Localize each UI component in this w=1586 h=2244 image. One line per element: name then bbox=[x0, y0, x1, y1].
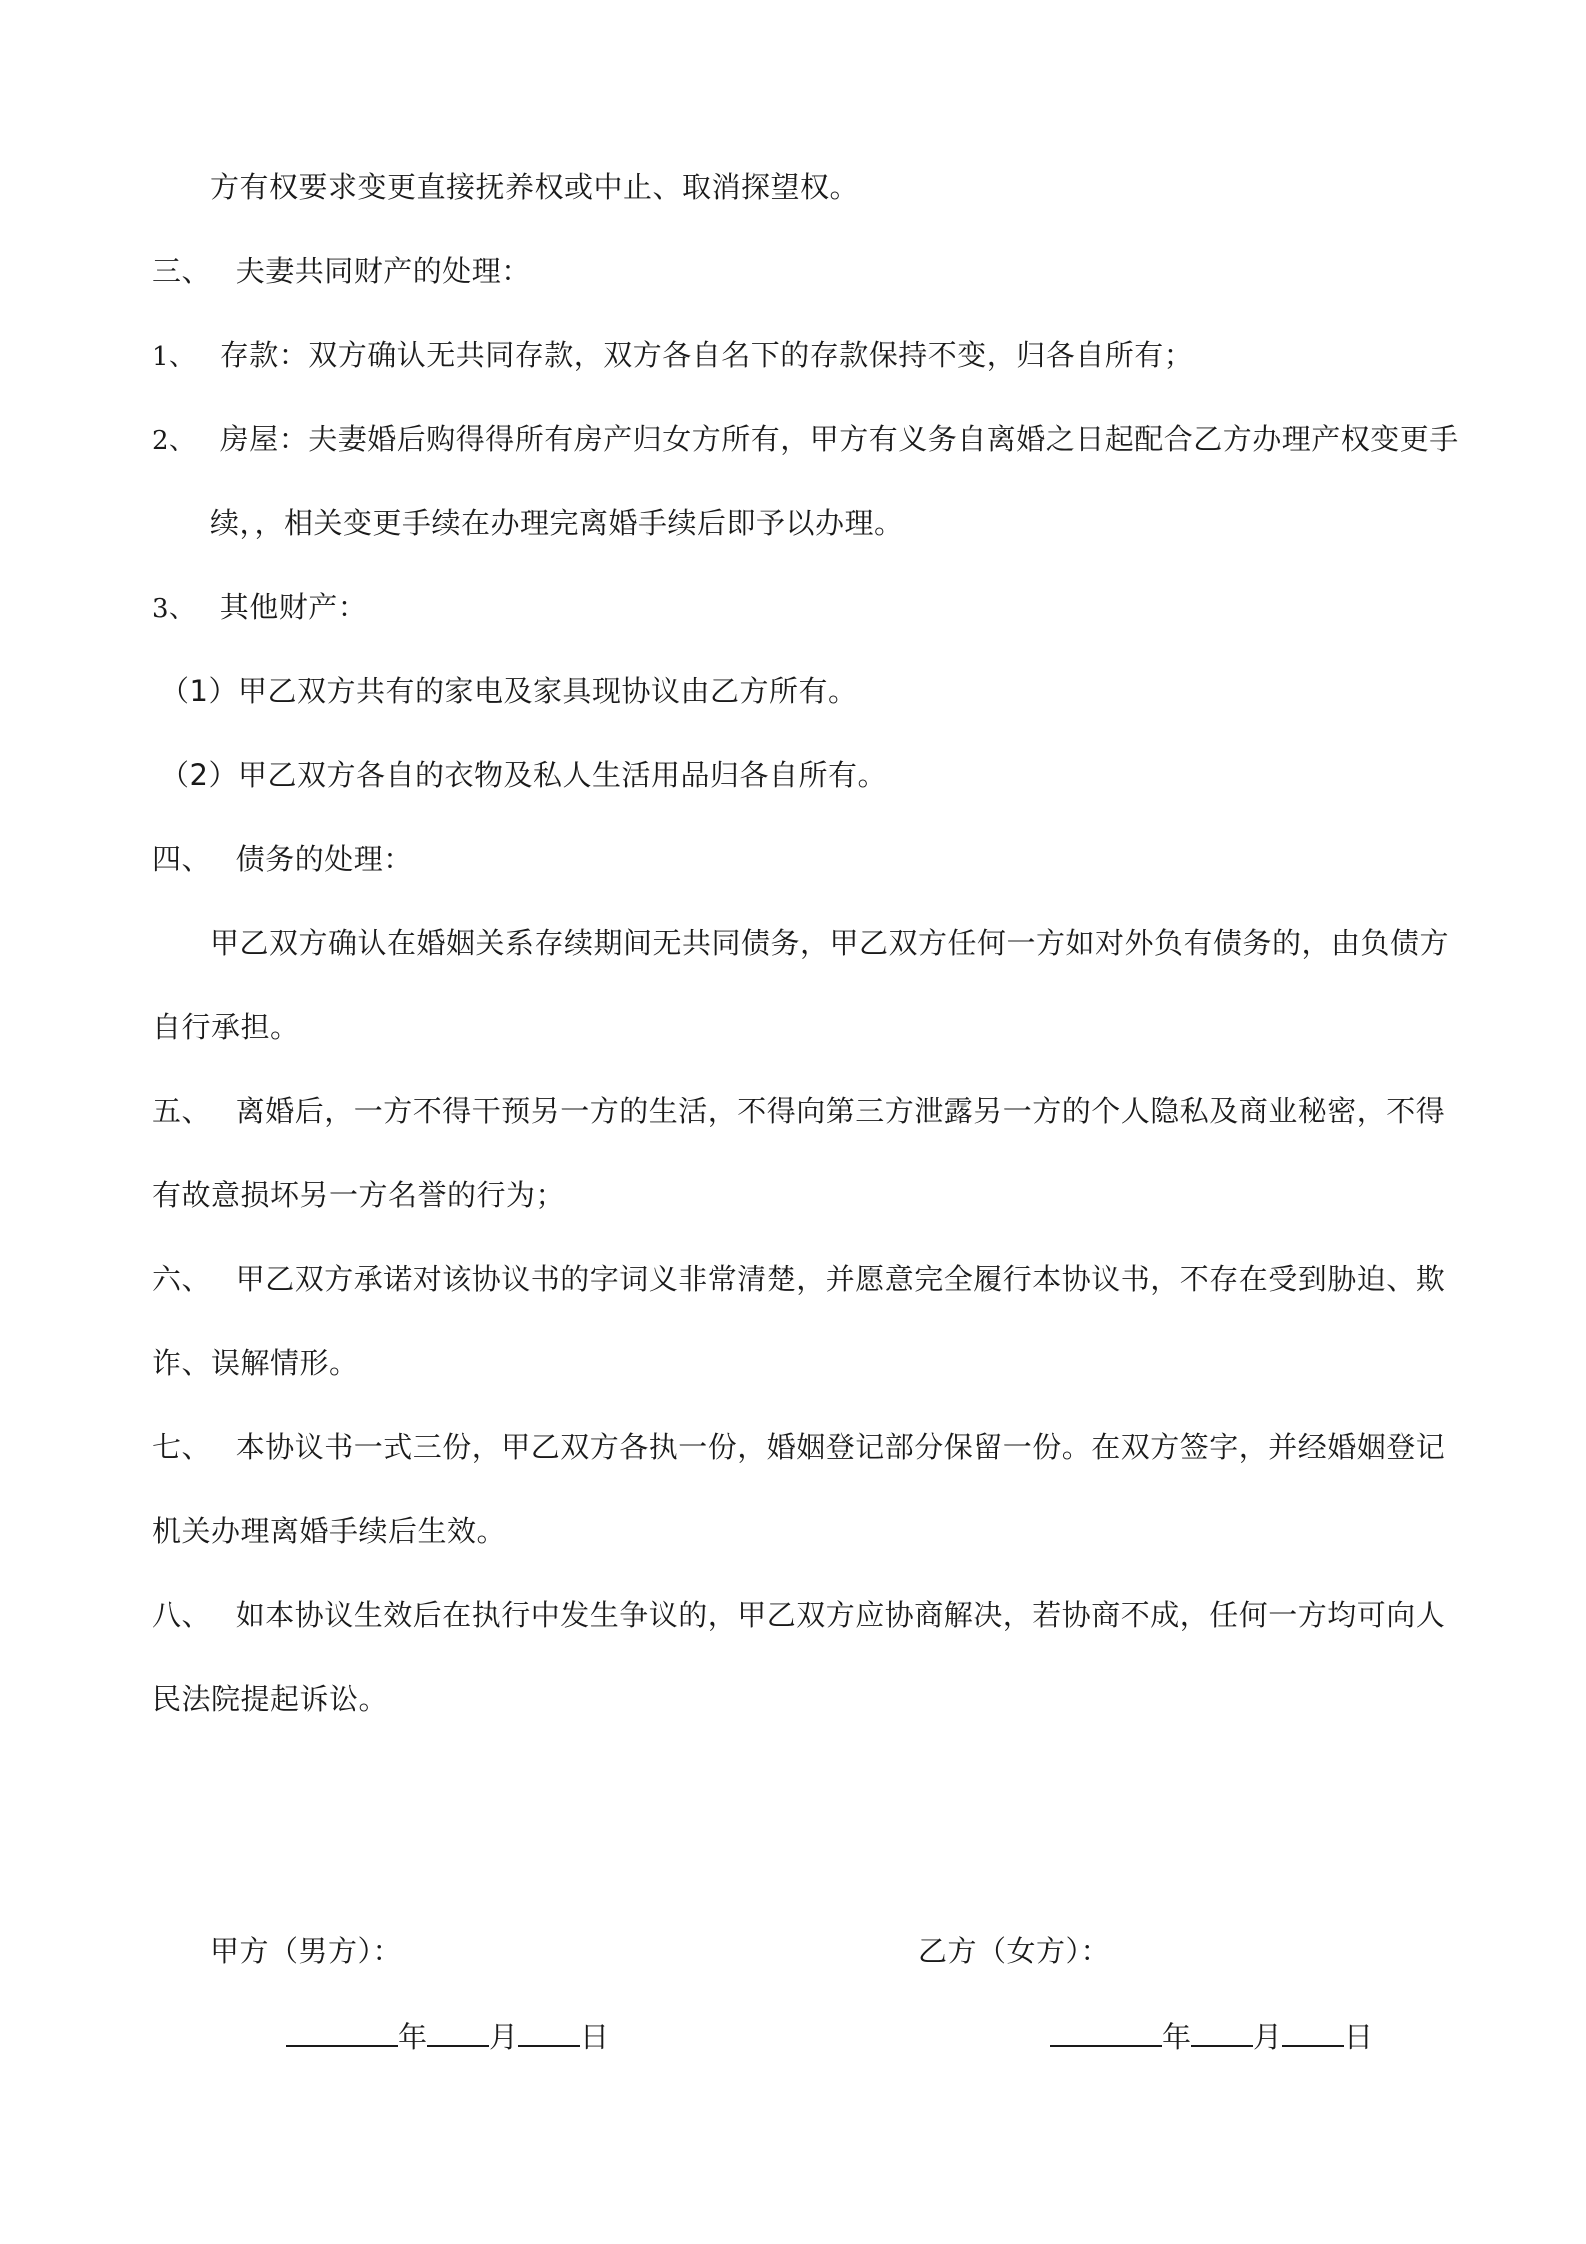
party-b-day-blank[interactable] bbox=[1282, 2015, 1344, 2047]
section-4-line1 bbox=[210, 923, 1449, 963]
party-a-label: 甲方（男方）： bbox=[210, 1934, 403, 1968]
party-a-month-blank[interactable] bbox=[427, 2015, 489, 2047]
section-7-text-line1: 本协议书一式三份，甲乙双方各执一份，婚姻登记部分保留一份。在双方签字，并经婚姻登记 bbox=[235, 1430, 1446, 1464]
party-b-label: 乙方（女方）： bbox=[918, 1934, 1111, 1968]
section-3-heading bbox=[152, 251, 531, 291]
party-b-month-blank[interactable] bbox=[1191, 2015, 1253, 2047]
item-3-3-2 bbox=[160, 755, 887, 795]
item-3-3-1-text: （1）甲乙双方共有的家电及家具现协议由乙方所有。 bbox=[160, 674, 858, 708]
section-8-text-line1: 如本协议生效后在执行中发生争议的，甲乙双方应协商解决，若协商不成，任何一方均可向人 bbox=[235, 1598, 1446, 1632]
party-a-date bbox=[286, 2015, 609, 2057]
item-3-3-text: 其他财产： bbox=[219, 590, 368, 624]
party-a-year-blank[interactable] bbox=[286, 2015, 398, 2047]
section-4-number: 四、 bbox=[152, 842, 212, 876]
item-3-3-1 bbox=[160, 671, 857, 711]
section-6-text-line1: 甲乙双方承诺对该协议书的字词义非常清楚，并愿意完全履行本协议书，不存在受到胁迫、欺 bbox=[235, 1262, 1446, 1296]
party-b-month-label: 月 bbox=[1253, 2020, 1283, 2054]
section-5-number: 五、 bbox=[152, 1094, 212, 1128]
section-5-text-line2: 有故意损坏另一方名誉的行为； bbox=[152, 1178, 566, 1212]
item-3-2-line2 bbox=[210, 503, 904, 543]
section-8-text-line2: 民法院提起诉讼。 bbox=[152, 1682, 389, 1716]
item-3-1-text: 存款：双方确认无共同存款，双方各自名下的存款保持不变，归各自所有； bbox=[219, 338, 1194, 372]
section-6-number: 六、 bbox=[152, 1262, 212, 1296]
item-3-2-number: 2、 bbox=[152, 426, 196, 456]
section-3-number: 三、 bbox=[152, 254, 212, 288]
party-a-month-label: 月 bbox=[489, 2020, 519, 2054]
party-a-day-label: 日 bbox=[580, 2020, 610, 2054]
section-5-text-line1: 离婚后，一方不得干预另一方的生活，不得向第三方泄露另一方的个人隐私及商业秘密，不得 bbox=[235, 1094, 1446, 1128]
party-a-day-blank[interactable] bbox=[518, 2015, 580, 2047]
section-7-text-line2: 机关办理离婚手续后生效。 bbox=[152, 1514, 507, 1548]
section-4-text-line2: 自行承担。 bbox=[152, 1010, 300, 1044]
party-b-year-label: 年 bbox=[1162, 2020, 1192, 2054]
party-a-signature-label bbox=[210, 1931, 402, 1971]
section-6 bbox=[152, 1259, 1445, 1299]
section-6-text-line2: 诈、误解情形。 bbox=[152, 1346, 359, 1380]
item-3-3-2-text: （2）甲乙双方各自的衣物及私人生活用品归各自所有。 bbox=[160, 758, 887, 792]
continuation-line bbox=[210, 167, 859, 207]
section-7-line2 bbox=[152, 1511, 506, 1551]
party-b-day-label: 日 bbox=[1344, 2020, 1374, 2054]
item-3-1-number: 1、 bbox=[152, 342, 196, 372]
continuation-text: 方有权要求变更直接抚养权或中止、取消探望权。 bbox=[210, 170, 860, 204]
item-3-2-text-line1: 房屋：夫妻婚后购得得所有房产归女方所有，甲方有义务自离婚之日起配合乙方办理产权变更手 bbox=[219, 422, 1459, 456]
party-a-year-label: 年 bbox=[398, 2020, 428, 2054]
section-5-line2 bbox=[152, 1175, 565, 1215]
party-b-signature-label bbox=[918, 1931, 1110, 1971]
section-8-number: 八、 bbox=[152, 1598, 212, 1632]
section-7-number: 七、 bbox=[152, 1430, 212, 1464]
section-7 bbox=[152, 1427, 1445, 1467]
party-b-year-blank[interactable] bbox=[1050, 2015, 1162, 2047]
section-6-line2 bbox=[152, 1343, 359, 1383]
section-4-line2 bbox=[152, 1007, 300, 1047]
section-8 bbox=[152, 1595, 1445, 1635]
party-b-date bbox=[1050, 2015, 1373, 2057]
item-3-2-text-line2: 续，，相关变更手续在办理完离婚手续后即予以办理。 bbox=[210, 506, 904, 540]
section-4-heading bbox=[152, 839, 413, 879]
section-8-line2 bbox=[152, 1679, 388, 1719]
item-3-3 bbox=[152, 587, 367, 629]
item-3-1 bbox=[152, 335, 1193, 377]
section-4-text-line1: 甲乙双方确认在婚姻关系存续期间无共同债务，甲乙双方任何一方如对外负有债务的，由负债方 bbox=[210, 926, 1450, 960]
item-3-3-number: 3、 bbox=[152, 594, 196, 624]
item-3-2 bbox=[152, 419, 1459, 461]
section-4-title: 债务的处理： bbox=[235, 842, 413, 876]
section-5 bbox=[152, 1091, 1445, 1131]
section-3-title: 夫妻共同财产的处理： bbox=[235, 254, 531, 288]
